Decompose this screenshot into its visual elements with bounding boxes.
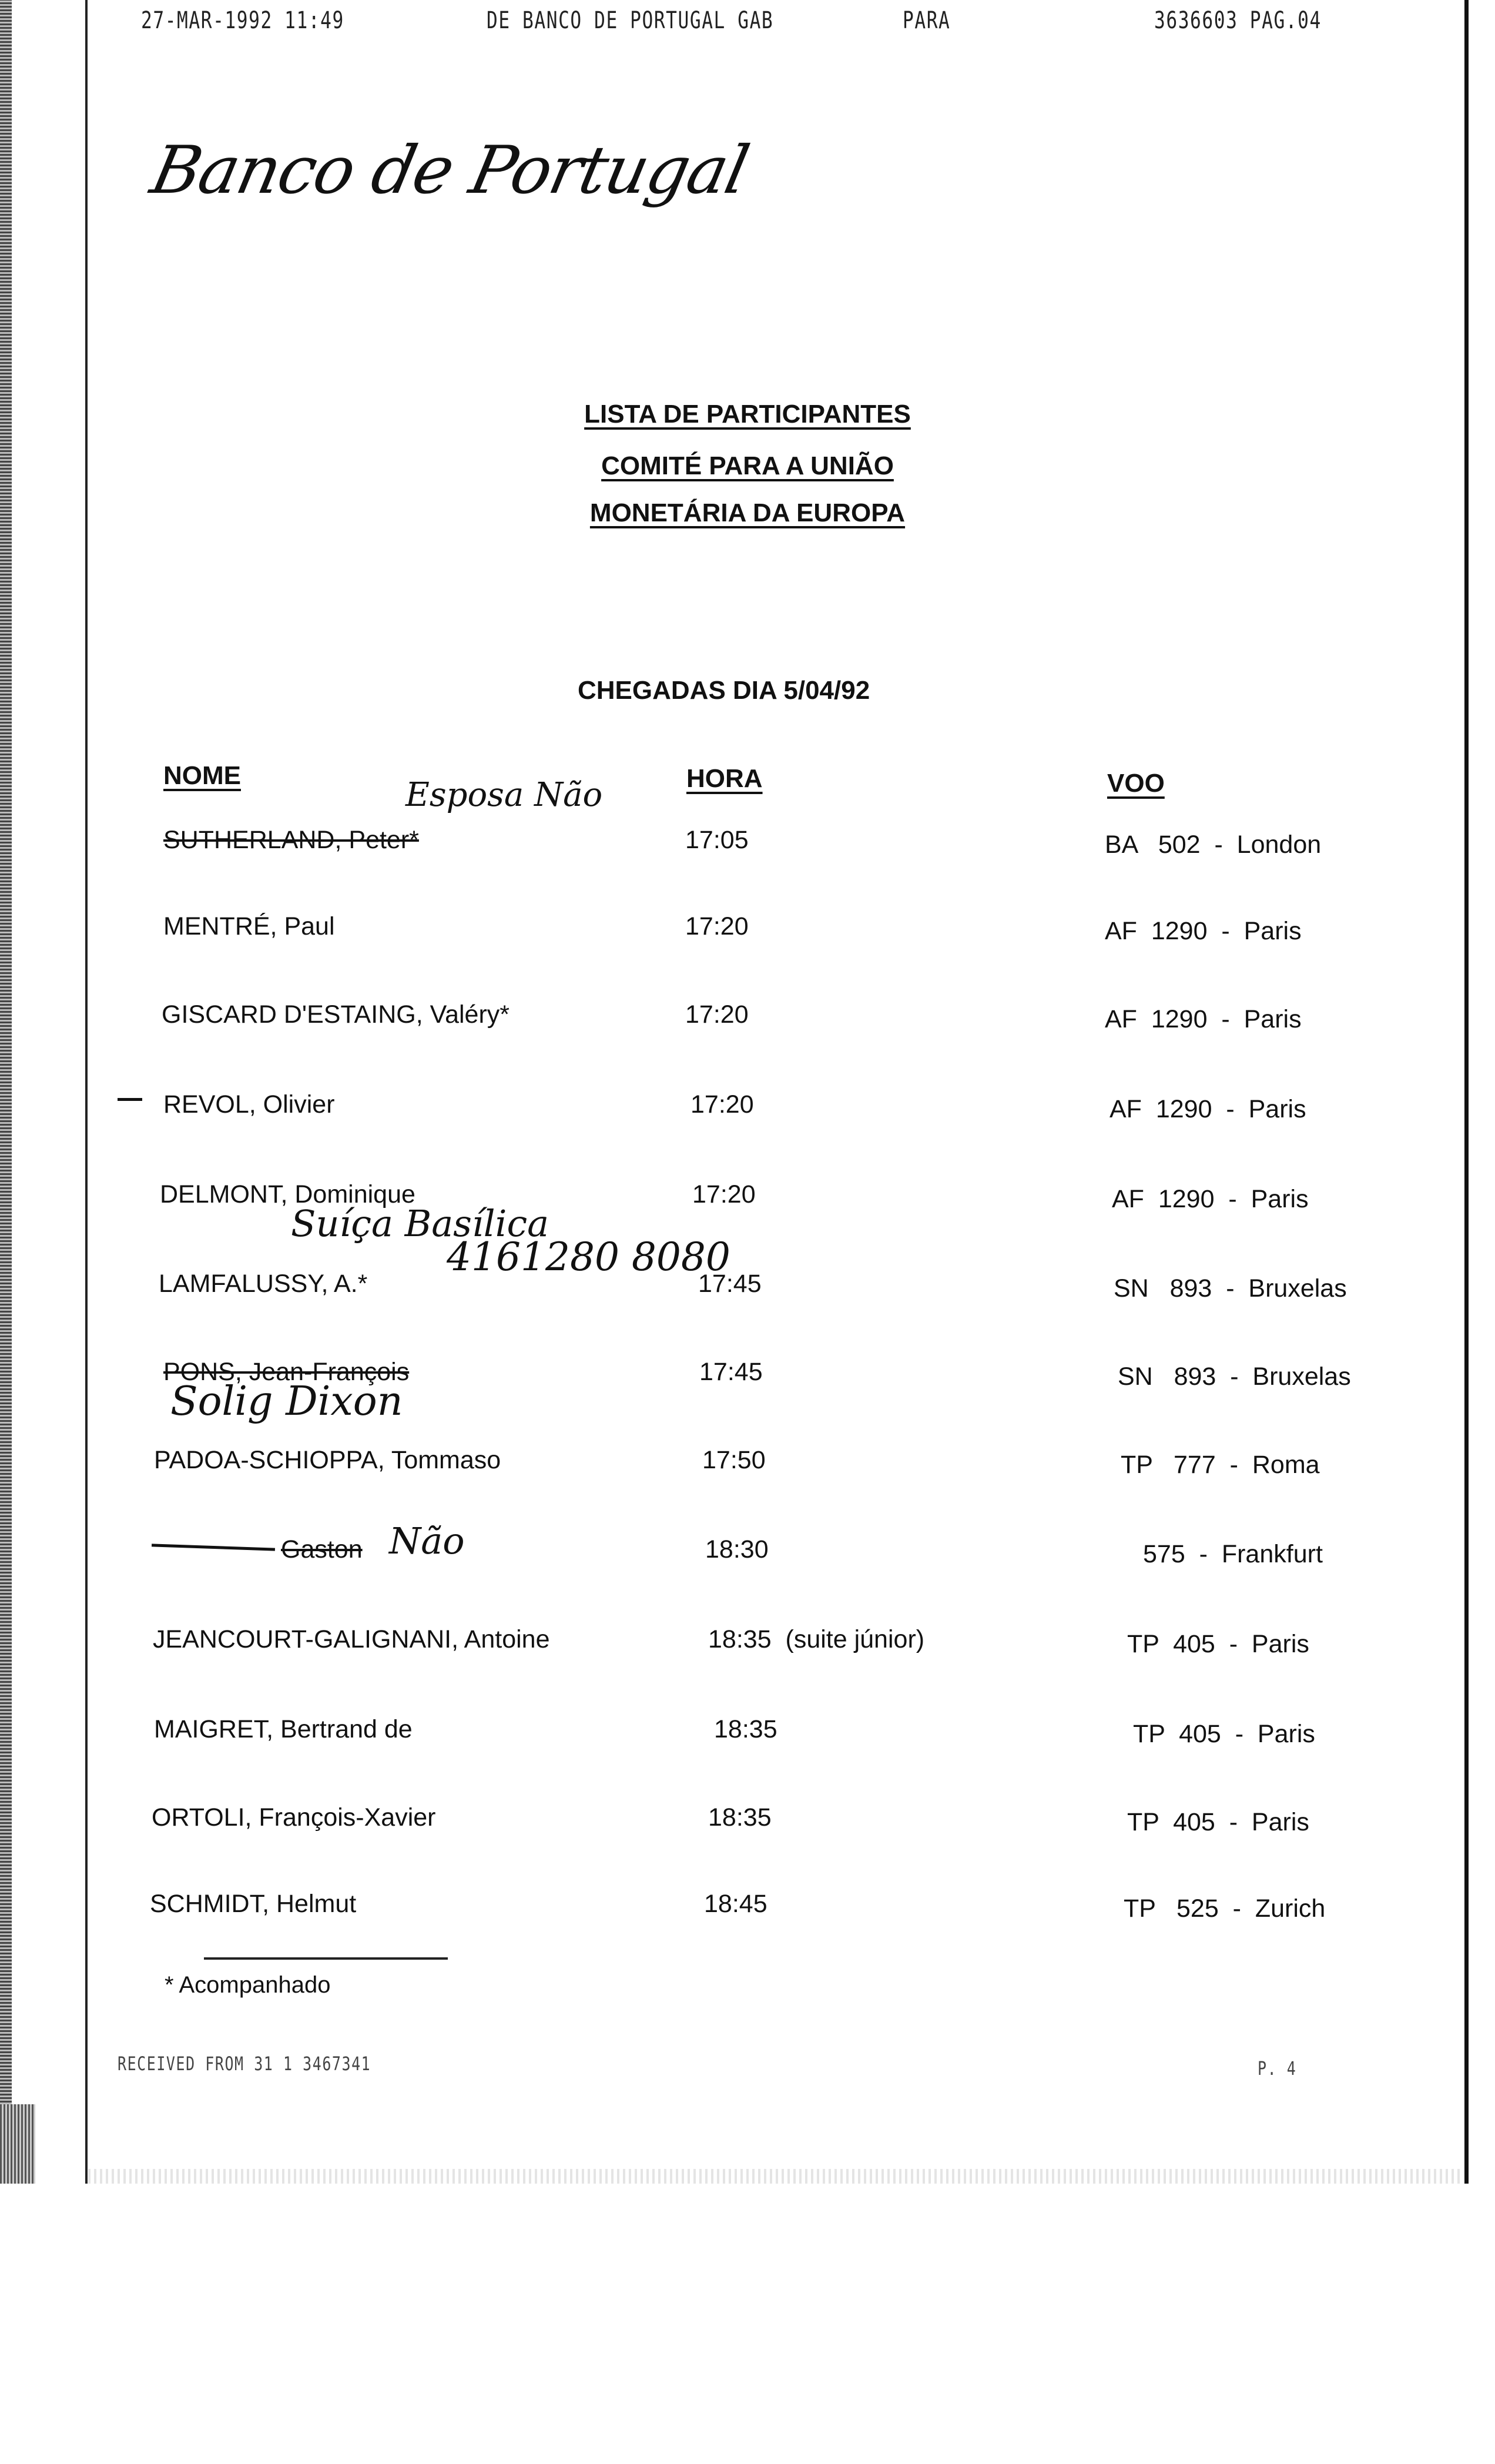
fax-received-from: RECEIVED FROM 31 1 3467341: [118, 2053, 371, 2075]
participant-flight: SN 893 - Bruxelas: [1114, 1274, 1347, 1303]
column-header-name: NOME: [163, 761, 241, 790]
participant-flight: TP 405 - Paris: [1127, 1630, 1309, 1658]
column-header-flight: VOO: [1107, 769, 1165, 798]
participant-name: PONS, Jean-François: [163, 1358, 410, 1386]
participant-time: 18:35: [708, 1803, 772, 1832]
participant-time: 18:35 (suite júnior): [708, 1625, 925, 1653]
participant-time: 17:20: [692, 1180, 756, 1208]
participant-flight: TP 777 - Roma: [1121, 1451, 1320, 1479]
scan-edge: [0, 0, 12, 2184]
participant-flight: TP 405 - Paris: [1133, 1720, 1315, 1748]
participant-time: 17:45: [699, 1358, 763, 1386]
participant-time: 17:20: [685, 912, 749, 940]
participant-flight: TP 525 - Zurich: [1124, 1894, 1326, 1923]
participant-name: DELMONT, Dominique: [160, 1180, 415, 1208]
fax-to: PARA: [903, 7, 951, 34]
column-header-time: HORA: [686, 764, 763, 793]
handwritten-note: Suíça Basílica: [291, 1202, 549, 1245]
title-line-3: MONETÁRIA DA EUROPA: [589, 498, 906, 527]
participant-flight: AF 1290 - Paris: [1112, 1185, 1309, 1213]
bank-logo: Banco de Portugal: [145, 132, 755, 209]
arrivals-subtitle: CHEGADAS DIA 5/04/92: [578, 676, 870, 705]
participant-flight: BA 502 - London: [1105, 831, 1322, 859]
participant-name: Gaston: [281, 1535, 363, 1564]
participant-name: GISCARD D'ESTAING, Valéry*: [162, 1000, 510, 1029]
handwritten-note: 4161280 8080: [447, 1234, 730, 1280]
fax-from: DE BANCO DE PORTUGAL GAB: [487, 7, 774, 34]
participant-time: 17:50: [702, 1446, 766, 1474]
participant-name: REVOL, Olivier: [163, 1090, 335, 1119]
participant-name: PADOA-SCHIOPPA, Tommaso: [154, 1446, 501, 1474]
fax-datetime: 27-MAR-1992 11:49: [141, 7, 344, 34]
participant-name: SCHMIDT, Helmut: [150, 1890, 357, 1918]
participant-name: MAIGRET, Bertrand de: [154, 1715, 413, 1743]
page-border-left: [85, 0, 88, 2184]
participant-time: 18:35: [714, 1715, 777, 1743]
handwritten-note: Esposa Não: [405, 776, 603, 814]
participant-name: SUTHERLAND, Peter*: [163, 826, 419, 854]
scan-noise: [88, 2169, 1463, 2184]
fax-number-page: 3636603 PAG.04: [1154, 7, 1322, 34]
page-border-right: [1464, 0, 1469, 2184]
title-line-2: COMITÉ PARA A UNIÃO: [601, 451, 894, 480]
participant-flight: AF 1290 - Paris: [1105, 1005, 1302, 1033]
participant-flight: 575 - Frankfurt: [1143, 1540, 1323, 1568]
participant-time: 17:20: [690, 1090, 754, 1119]
strike-mark: [152, 1544, 275, 1551]
participant-name: JEANCOURT-GALIGNANI, Antoine: [153, 1625, 550, 1653]
participant-name: ORTOLI, François-Xavier: [152, 1803, 436, 1832]
participant-time: 17:05: [685, 826, 749, 854]
participant-flight: SN 893 - Bruxelas: [1118, 1362, 1351, 1391]
footnote: * Acompanhado: [165, 1972, 331, 1998]
fax-page: P. 4: [1258, 2057, 1297, 2080]
participant-time: 17:45: [698, 1270, 762, 1298]
participant-time: 18:30: [705, 1535, 769, 1564]
participant-time: 18:45: [704, 1890, 767, 1918]
title-line-1: LISTA DE PARTICIPANTES: [584, 400, 911, 428]
participant-flight: AF 1290 - Paris: [1105, 917, 1302, 945]
participant-name: MENTRÉ, Paul: [163, 912, 335, 940]
handwritten-note: Não: [389, 1519, 465, 1562]
participant-flight: TP 405 - Paris: [1127, 1808, 1309, 1836]
footnote-divider: [204, 1957, 448, 1960]
margin-mark: [118, 1098, 142, 1101]
participant-flight: AF 1290 - Paris: [1109, 1095, 1306, 1123]
participant-name: LAMFALUSSY, A.*: [159, 1270, 368, 1298]
participant-time: 17:20: [685, 1000, 749, 1029]
handwritten-note: Solig Dixon: [170, 1378, 403, 1425]
scan-edge: [0, 2104, 35, 2184]
